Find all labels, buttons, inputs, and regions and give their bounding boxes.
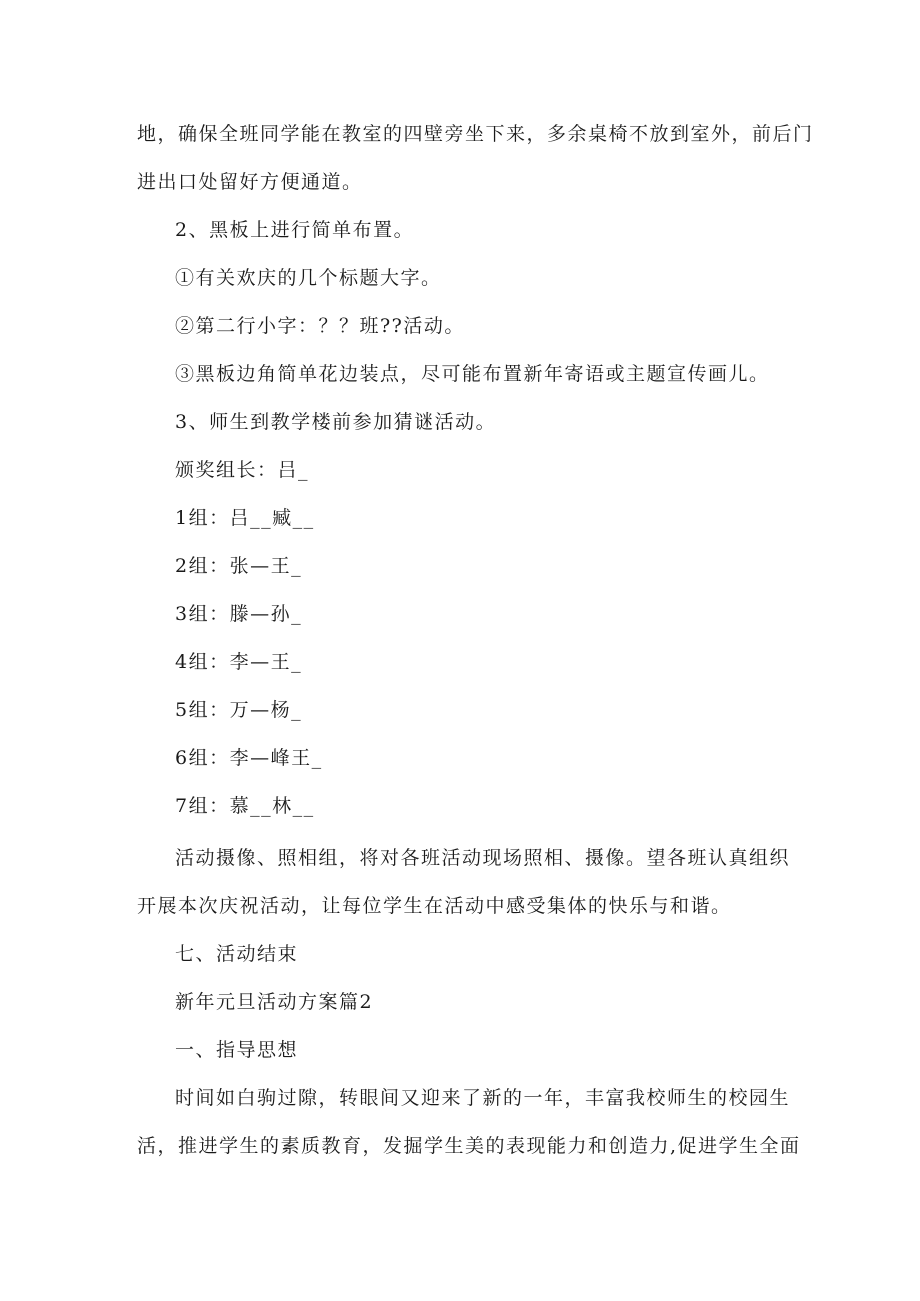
group-line: 4组：李—王_ bbox=[175, 651, 303, 673]
paragraph-line: 地，确保全班同学能在教室的四壁旁坐下来，多余桌椅不放到室外，前后门 bbox=[137, 123, 814, 145]
paragraph-line: 2、黑板上进行简单布置。 bbox=[175, 219, 415, 241]
paragraph-line: 活，推进学生的素质教育，发掘学生美的表现能力和创造力,促进学生全面 bbox=[137, 1135, 801, 1157]
group-line: 6组：李—峰王_ bbox=[175, 747, 323, 769]
group-line: 7组：慕__林__ bbox=[175, 795, 315, 817]
paragraph-line: 进出口处留好方便通道。 bbox=[137, 171, 363, 193]
group-line: 3组：滕—孙_ bbox=[175, 603, 303, 625]
section-heading: 七、活动结束 bbox=[175, 943, 299, 965]
group-line: 5组：万—杨_ bbox=[175, 699, 303, 721]
list-item: ①有关欢庆的几个标题大字。 bbox=[175, 267, 442, 289]
paragraph-line: 开展本次庆祝活动，让每位学生在活动中感受集体的快乐与和谐。 bbox=[137, 895, 732, 917]
paragraph-line: 时间如白驹过隙，转眼间又迎来了新的一年，丰富我校师生的校园生 bbox=[175, 1087, 791, 1109]
group-line: 1组：吕__臧__ bbox=[175, 507, 315, 529]
section-heading: 一、指导思想 bbox=[175, 1039, 299, 1061]
paragraph-line: 活动摄像、照相组，将对各班活动现场照相、摄像。望各班认真组织 bbox=[175, 847, 791, 869]
paragraph-line: 颁奖组长：吕_ bbox=[175, 459, 310, 481]
list-item: ②第二行小字：？？班??活动。 bbox=[175, 315, 465, 337]
list-item: ③黑板边角简单花边装点，尽可能布置新年寄语或主题宣传画儿。 bbox=[175, 363, 770, 385]
article-title: 新年元旦活动方案篇2 bbox=[175, 991, 374, 1013]
group-line: 2组：张—王_ bbox=[175, 555, 303, 577]
paragraph-line: 3、师生到教学楼前参加猜谜活动。 bbox=[175, 411, 497, 433]
